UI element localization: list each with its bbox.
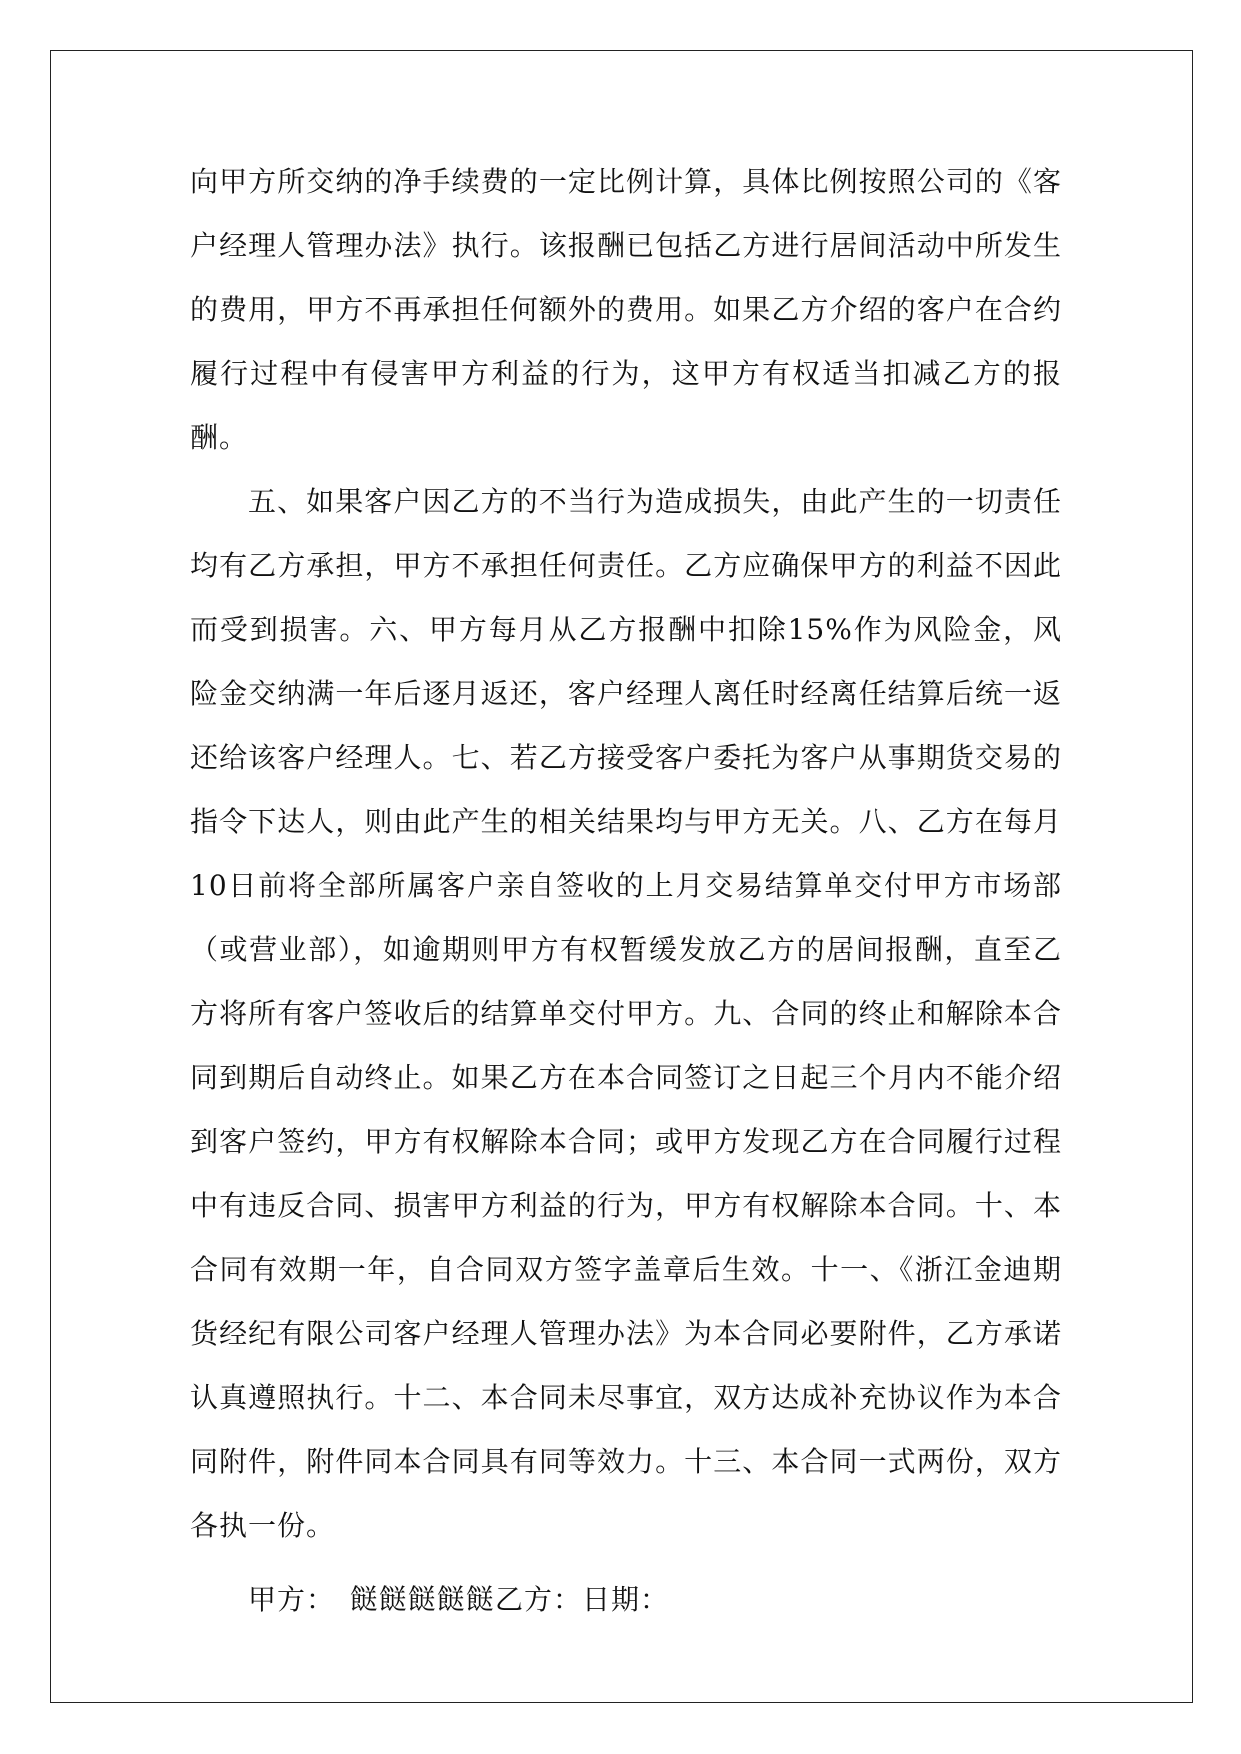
paragraph-clauses: 五、如果客户因乙方的不当行为造成损失，由此产生的一切责任均有乙方承担，甲方不承担任何责任。乙方应确保甲方的利益不因此而受到损害。六、甲方每月从乙方报酬中扣除15%作为风险金，风险金交纳满一年后逐月返还，客户经理人离任时经离任结算后统一返还给该客户经理人。七、若乙方接受客户委托为客户从事期货交易的指令下达人，则由此产生的相关结果均与甲方无关。八、乙方在每月10日前将全部所属客户亲自签收的上月交易结算单交付甲方市场部（或营业部），如逾期则甲方有权暂缓发放乙方的居间报酬，直至乙方将所有客户签收后的结算单交付甲方。九、合同的终止和解除本合同到期后自动终止。如果乙方在本合同签订之日起三个月内不能介绍到客户签约，甲方有权解除本合同；或甲方发现乙方在合同履行过程中有违反合同、损害甲方利益的行为，甲方有权解除本合同。十、本合同有效期一年，自合同双方签字盖章后生效。十一、《浙江金迪期货经纪有限公司客户经理人管理办法》为本合同必要附件，乙方承诺认真遵照执行。十二、本合同未尽事宜，双方达成补充协议作为本合同附件，附件同本合同具有同等效力。十三、本合同一式两份，双方各执一份。	[190, 485, 1062, 1542]
paragraph-remuneration: 向甲方所交纳的净手续费的一定比例计算，具体比例按照公司的《客户经理人管理办法》执行。该报酬已包括乙方进行居间活动中所发生的费用，甲方不再承担任何额外的费用。如果乙方介绍的客户在合约履行过程中有侵害甲方利益的行为，这甲方有权适当扣减乙方的报酬。	[190, 165, 1062, 454]
signature-line: 甲方： 餸餸餸餸餸乙方：日期：	[248, 1583, 670, 1616]
document-body	[190, 150, 1062, 1632]
